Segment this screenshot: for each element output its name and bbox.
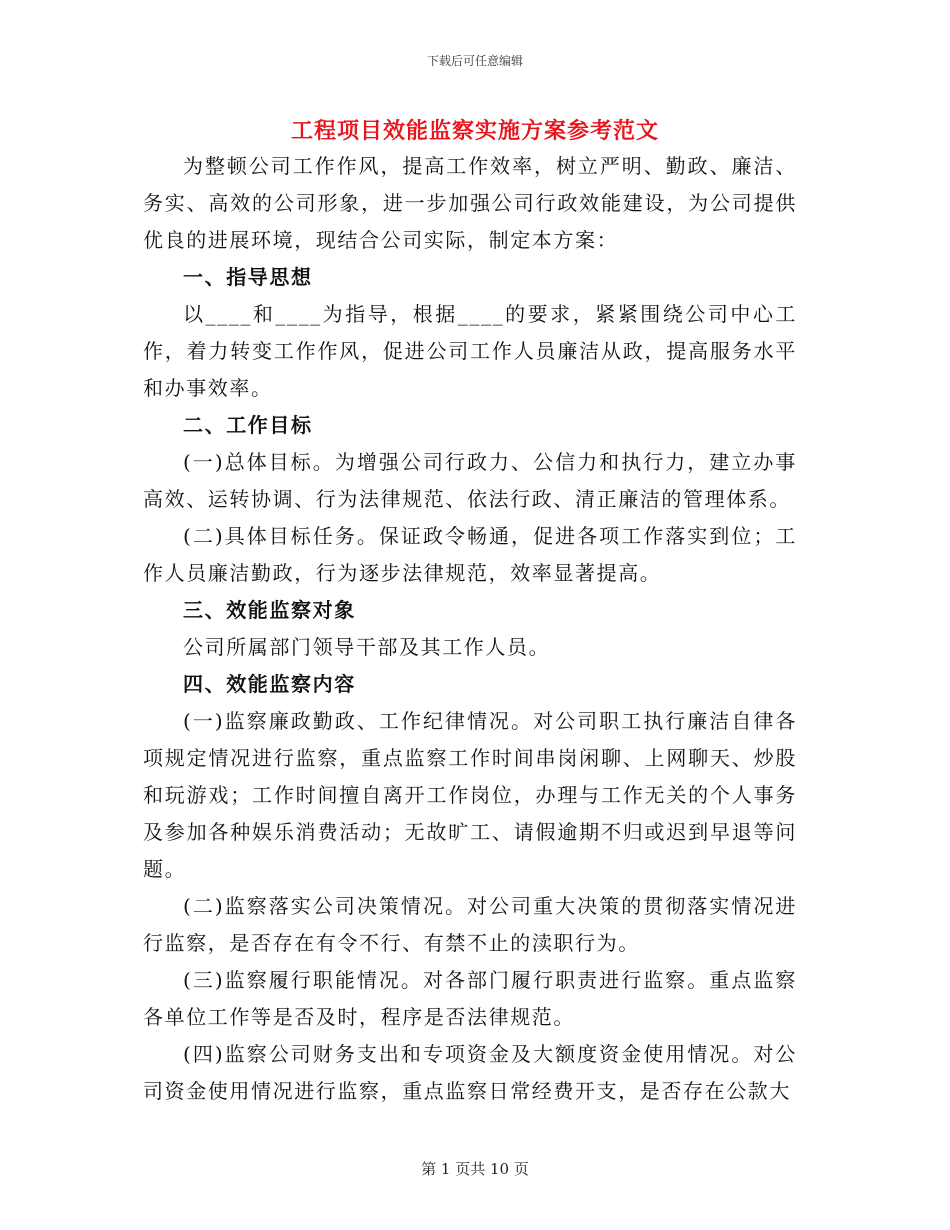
section-heading-supervision-targets: 三、效能监察对象 bbox=[183, 598, 356, 622]
section-paragraph: (一)监察廉政勤政、工作纪律情况。对公司职工执行廉洁自律各项规定情况进行监察，重点监察工作时间串岗闲聊、上网聊天、炒股和玩游戏；工作时间擅自离开工作岗位，办理与工作无关的个人事务及参加各种娱乐消费活动；无故旷工、请假逾期不归或迟到早退等问题。 bbox=[143, 709, 797, 881]
intro-paragraph: 为整顿公司工作作风，提高工作效率，树立严明、勤政、廉洁、务实、高效的公司形象，进一步加强公司行政效能建设，为公司提供优良的进展环境，现结合公司实际，制定本方案： bbox=[143, 154, 797, 252]
section-heading-supervision-content: 四、效能监察内容 bbox=[183, 672, 356, 696]
section-paragraph: (四)监察公司财务支出和专项资金及大额度资金使用情况。对公司资金使用情况进行监察，重点监察日常经费开支，是否存在公款大 bbox=[143, 1042, 797, 1103]
page-number-footer: 第 1 页共 10 页 bbox=[421, 1160, 529, 1178]
section-paragraph: (一)总体目标。为增强公司行政力、公信力和执行力，建立办事高效、运转协调、行为法律规范、依法行政、清正廉洁的管理体系。 bbox=[143, 450, 797, 511]
page-header-note: 下载后可任意编辑 bbox=[426, 54, 523, 68]
section-heading-guiding-thought: 一、指导思想 bbox=[183, 265, 313, 289]
document-body bbox=[143, 148, 797, 1110]
document-title: 工程项目效能监察实施方案参考范文 bbox=[290, 118, 659, 144]
section-paragraph: 公司所属部门领导干部及其工作人员。 bbox=[183, 635, 551, 659]
section-paragraph: (二)具体目标任务。保证政令畅通，促进各项工作落实到位；工作人员廉洁勤政，行为逐步法律规范，效率显著提高。 bbox=[143, 524, 797, 585]
section-paragraph: 以____和____为指导，根据____的要求，紧紧围绕公司中心工作，着力转变工作作风，促进公司工作人员廉洁从政，提高服务水平和办事效率。 bbox=[143, 302, 797, 400]
section-heading-work-goals: 二、工作目标 bbox=[183, 413, 313, 437]
section-paragraph: (三)监察履行职能情况。对各部门履行职责进行监察。重点监察各单位工作等是否及时，程序是否法律规范。 bbox=[143, 968, 797, 1029]
section-paragraph: (二)监察落实公司决策情况。对公司重大决策的贯彻落实情况进行监察，是否存在有令不行、有禁不止的渎职行为。 bbox=[143, 894, 797, 955]
